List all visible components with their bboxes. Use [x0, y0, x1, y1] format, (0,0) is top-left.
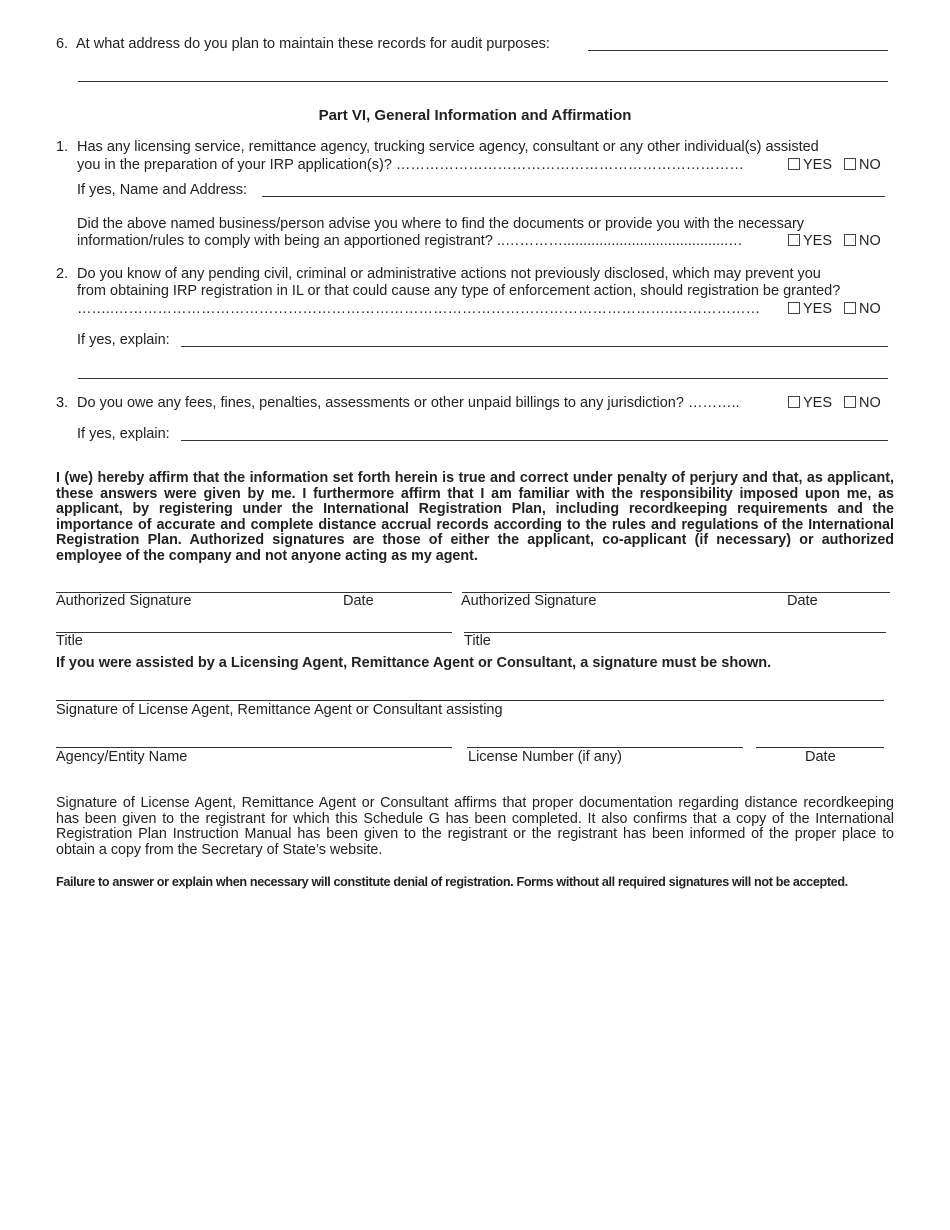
- agency-entity-name-label: Agency/Entity Name: [56, 749, 188, 765]
- agent-signature-label: Signature of License Agent, Remittance Agent or Consultant assisting: [56, 702, 503, 718]
- q1-no-checkbox[interactable]: [844, 158, 856, 170]
- q2-yes-no-group: [788, 301, 881, 318]
- q2-explain-field[interactable]: [181, 346, 888, 347]
- title-field-2[interactable]: [464, 632, 886, 633]
- license-number-field[interactable]: [467, 747, 743, 748]
- q3-yes-no-group: [788, 395, 881, 412]
- q3-no-checkbox[interactable]: [844, 396, 856, 408]
- q1-sub-yes-checkbox[interactable]: [788, 234, 800, 246]
- q6-address-field[interactable]: [588, 50, 888, 51]
- q3-if-yes-label: If yes, explain:: [77, 426, 170, 442]
- q3-yes-checkbox[interactable]: [788, 396, 800, 408]
- agent-signature-field[interactable]: [56, 700, 884, 701]
- q1-name-address-field[interactable]: [262, 196, 885, 197]
- license-number-label: License Number (if any): [468, 749, 622, 765]
- agency-entity-name-field[interactable]: [56, 747, 452, 748]
- q1-sub-yes-no-group: [788, 233, 881, 250]
- assisted-notice: If you were assisted by a Licensing Agent, Remittance Agent or Consultant, a signature must be shown.: [56, 655, 772, 671]
- q2-question-line1: Do you know of any pending civil, criminal or administrative actions not previously disclosed, which may prevent you: [77, 266, 821, 282]
- q3-explain-field[interactable]: [181, 440, 888, 441]
- q2-no-checkbox[interactable]: [844, 302, 856, 314]
- q3-question: Do you owe any fees, fines, penalties, assessments or other unpaid billings to any jurisdiction? ………..: [77, 395, 740, 411]
- q2-number: 2.: [56, 266, 69, 282]
- q1-sub-question-line1: Did the above named business/person advise you where to find the documents or provide you with the necessary: [77, 216, 805, 232]
- q2-question-line2: from obtaining IRP registration in IL or that could cause any type of enforcement action, should registration be granted?: [77, 283, 841, 299]
- q6-question: At what address do you plan to maintain these records for audit purposes:: [76, 36, 550, 52]
- q2-if-yes-label: If yes, explain:: [77, 332, 170, 348]
- title-field-1[interactable]: [56, 632, 452, 633]
- q1-if-yes-label: If yes, Name and Address:: [77, 182, 248, 198]
- q1-yes-label: YES: [803, 157, 833, 173]
- agent-date-label: Date: [805, 749, 836, 765]
- q1-sub-no-checkbox[interactable]: [844, 234, 856, 246]
- q1-no-label: NO: [859, 157, 881, 173]
- agent-date-field[interactable]: [756, 747, 884, 748]
- authorized-signature-label-1: Authorized Signature: [56, 593, 192, 609]
- q1-question-line2: you in the preparation of your IRP application(s)? ………………………………………………………………: [77, 157, 744, 173]
- part-title: Part VI, General Information and Affirmation: [318, 107, 632, 124]
- q3-number: 3.: [56, 395, 69, 411]
- q2-no-label: NO: [859, 301, 881, 317]
- date-label-2: Date: [787, 593, 818, 609]
- q2-yes-checkbox[interactable]: [788, 302, 800, 314]
- q1-question-line1: Has any licensing service, remittance agency, trucking service agency, consultant or any other individual(s) assisted: [77, 139, 819, 155]
- title-label-1: Title: [56, 633, 83, 649]
- q3-no-label: NO: [859, 395, 881, 411]
- title-label-2: Title: [464, 633, 491, 649]
- q2-question-line3: ……..……………………………………………………………………………………………………..………………: [77, 301, 761, 317]
- q1-sub-question-line2: information/rules to comply with being an apportioned registrant? ..………….........................................…: [77, 233, 743, 249]
- footer-warning: Failure to answer or explain when necessary will constitute denial of registration. Forms without all required signatures will not be accepted.: [56, 875, 848, 889]
- q1-number: 1.: [56, 139, 69, 155]
- agent-affirmation-text: Signature of License Agent, Remittance Agent or Consultant affirms that proper documentation regarding distance recordkeeping has been given to the registrant for which this Schedule G has been completed. It also confirms that a copy of the International Registration Plan Instruction Manual has been given to the registrant or the registrant has been informed of the proper place to obtain a copy from the Secretary of State’s website.: [56, 795, 894, 858]
- q2-yes-label: YES: [803, 301, 833, 317]
- date-label-1: Date: [343, 593, 374, 609]
- q3-yes-label: YES: [803, 395, 833, 411]
- q6-address-field-line2[interactable]: [78, 81, 888, 82]
- q1-sub-no-label: NO: [859, 233, 881, 249]
- q1-yes-checkbox[interactable]: [788, 158, 800, 170]
- q1-sub-yes-label: YES: [803, 233, 833, 249]
- affirmation-text: I (we) hereby affirm that the information set forth herein is true and correct under penalty of perjury and that, as applicant, these answers were given by me. I furthermore affirm that I am familiar with the responsibility imposed upon me, as applicant, by registering under the International Registration Plan, including recordkeeping requirements and the importance of accurate and complete distance accrual records according to the rules and regulations of the International Registration Plan. Authorized signatures are those of either the applicant, co-applicant (if necessary) or authorized employee of the company and not anyone acting as my agent.: [56, 470, 894, 564]
- q6-number: 6.: [56, 36, 69, 52]
- q1-yes-no-group: [788, 157, 881, 174]
- q2-explain-field-line2[interactable]: [78, 378, 888, 379]
- authorized-signature-label-2: Authorized Signature: [461, 593, 597, 609]
